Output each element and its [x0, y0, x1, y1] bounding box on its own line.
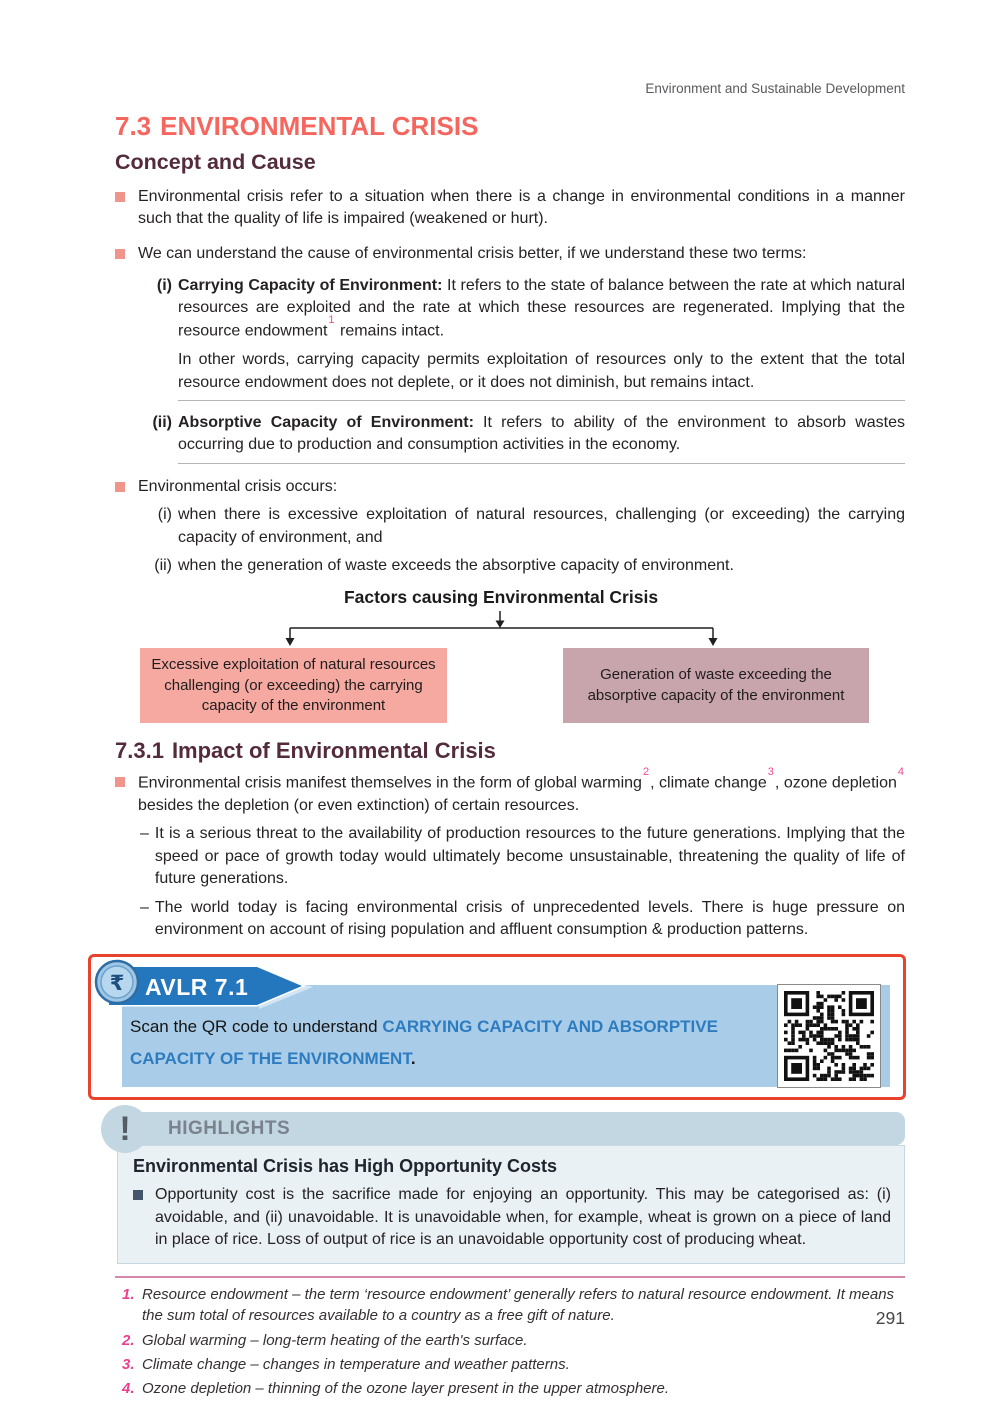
dash-item — [140, 823, 905, 890]
list-marker: (i) — [157, 506, 172, 524]
footnote-number: 3. — [122, 1355, 135, 1373]
highlights-bullet-item — [133, 1184, 891, 1252]
list-text: when there is excessive exploitation of natural resources, challenging (or exceeding) the carrying capacity of environment, and — [178, 506, 905, 546]
avlr-text-plain: Scan the QR code to understand — [130, 1017, 383, 1037]
diagram-box-exploitation — [140, 648, 447, 723]
footnote-ref-2: 2 — [642, 766, 650, 779]
highlights-title: HIGHLIGHTS — [168, 1117, 291, 1139]
running-header: Environment and Sustainable Development — [645, 81, 905, 96]
footnote-text: Climate change – changes in temperature and weather patterns. — [142, 1355, 570, 1373]
footnote-number: 2. — [122, 1331, 135, 1349]
footnote-number: 1. — [122, 1286, 135, 1304]
footnote-text: Ozone depletion – thinning of the ozone layer present in the upper atmosphere. — [142, 1380, 670, 1398]
footnote-divider — [115, 1276, 905, 1278]
subsection-title-text: Impact of Environmental Crisis — [171, 738, 496, 764]
diagram-box-waste — [563, 648, 869, 723]
footnote-ref-3: 3 — [767, 766, 774, 779]
diagram-box-text: Excessive exploitation of natural resources challenging (or exceeding) the carrying capacity of the environment — [151, 656, 436, 714]
footnote-text: Resource endowment – the term ‘resource endowment’ generally refers to natural resource endowment. It means the sum total of resources available to a country as a free gift of nature. — [142, 1286, 895, 1325]
highlights-header-bar — [123, 1112, 905, 1145]
bullet-text-part: Environmental crisis manifest themselves in the form of global warming — [138, 774, 642, 792]
term-text-end: remains intact. — [335, 322, 445, 340]
term-definition — [178, 412, 905, 457]
subsection-number: 7.3.1 — [115, 738, 164, 764]
footnote-2 — [115, 1330, 905, 1351]
bullet-text-part: besides the depletion (or even extinction) of certain resources. — [138, 797, 580, 815]
bullet-text: We can understand the cause of environmental crisis better, if we understand these two terms: — [138, 245, 807, 263]
avlr-box — [88, 954, 906, 1100]
subsection-title — [115, 738, 905, 763]
diagram-connector-arrows — [115, 610, 905, 648]
highlights-heading: Environmental Crisis has High Opportunity Costs — [133, 1156, 558, 1177]
bullet-text-part: , ozone depletion — [774, 774, 897, 792]
footnote-4 — [115, 1378, 905, 1399]
bullet-text: Environmental crisis occurs: — [138, 477, 338, 495]
diagram-box-text: Generation of waste exceeding the absorptive capacity of the environment — [587, 666, 845, 704]
dash-item — [140, 897, 905, 942]
dash-marker: – — [140, 825, 149, 843]
occurs-item-1 — [115, 504, 905, 549]
footnote-text: Global warming – long-term heating of the earth's surface. — [142, 1331, 528, 1349]
dash-text: The world today is facing environmental crisis of unprecedented levels. There is huge pressure on environment on account of rising population and affluent consumption & production patterns. — [154, 898, 905, 939]
bullet-item — [115, 766, 905, 817]
section-title-text: ENVIRONMENTAL CRISIS — [160, 110, 479, 141]
avlr-text-highlight: CARRYING CAPACITY AND ABSORPTIVE CAPACITY OF THE ENVIRONMENT — [130, 1017, 718, 1069]
bullet-square-icon — [133, 1190, 143, 1200]
exclamation-icon: ! — [101, 1105, 149, 1153]
term-text: It refers to the state of balance between the rate at which natural resources are exploited and the rate at which these resources are regenerated. Implying that the resource endowment — [178, 276, 906, 340]
qr-code — [777, 984, 881, 1088]
term-marker: (ii) — [152, 413, 172, 431]
highlights-content-box — [117, 1145, 905, 1264]
term-lead: Absorptive Capacity of Environment: — [178, 413, 474, 431]
section-title — [115, 112, 905, 142]
bullet-square-icon — [115, 482, 125, 492]
bullet-item — [115, 476, 905, 498]
footnote-1 — [115, 1284, 905, 1327]
bullet-item — [115, 186, 905, 231]
factors-diagram — [115, 587, 905, 723]
rupee-coin-svg — [93, 958, 141, 1006]
footnote-3 — [115, 1354, 905, 1375]
dash-marker: – — [140, 898, 149, 916]
list-text: when the generation of waste exceeds the absorptive capacity of environment. — [178, 556, 734, 574]
bullet-square-icon — [115, 192, 125, 202]
diagram-title: Factors causing Environmental Crisis — [343, 587, 659, 608]
page-number: 291 — [875, 1308, 905, 1328]
bullet-item — [115, 243, 905, 265]
bullet-text: Environmental crisis refer to a situation when there is a change in environmental conditions in a manner such that the quality of life is impaired (weakened or hurt). — [138, 187, 905, 227]
footnote-ref-1: 1 — [328, 314, 335, 327]
term-text: It refers to ability of the environment to absorb wastes occurring due to production and consumption activities in the economy. — [178, 413, 906, 454]
avlr-text-period: . — [410, 1049, 416, 1069]
dash-text: It is a serious threat to the availability of production resources to the future generations. Implying that the speed or pace of growth today would ultimately become unsustainable, threatening the quality of life of future generations. — [154, 825, 905, 888]
term-lead: Carrying Capacity of Environment: — [178, 276, 443, 294]
bullet-square-icon — [115, 777, 125, 787]
footnotes — [115, 1276, 905, 1399]
highlights-body: Opportunity cost is the sacrifice made for enjoying an opportunity. This may be categorised as: (i) avoidable, and (ii) unavoidable. It is unavoidable when, for example, wheat is grown on a piece of land in place of rice. Loss of output of rice is an unavoidable opportunity cost of producing wheat. — [155, 1185, 891, 1249]
qr-code-image — [784, 991, 874, 1081]
avlr-banner-label: AVLR 7.1 — [145, 974, 249, 1001]
subheading-concept-and-cause: Concept and Cause — [115, 149, 316, 174]
list-marker: (ii) — [154, 556, 172, 574]
term-absorptive-capacity — [115, 412, 905, 464]
footnote-number: 4. — [122, 1380, 135, 1398]
rupee-symbol: ₹ — [109, 971, 125, 996]
term-carrying-capacity — [115, 275, 905, 401]
footnote-ref-4: 4 — [897, 766, 905, 779]
bullet-text — [138, 766, 905, 817]
term-definition — [178, 275, 905, 344]
occurs-item-2 — [115, 555, 905, 577]
term-marker: (i) — [156, 276, 172, 294]
bullet-text-part: , climate change — [650, 774, 767, 792]
term-extra-paragraph: In other words, carrying capacity permits exploitation of resources only to the extent that the total resource endowment does not deplete, or it does not diminish, but remains intact. — [178, 351, 905, 391]
rupee-coin-icon — [93, 958, 141, 1011]
section-number: 7.3 — [115, 110, 152, 141]
bullet-square-icon — [115, 249, 125, 259]
highlights-section — [115, 1109, 905, 1264]
